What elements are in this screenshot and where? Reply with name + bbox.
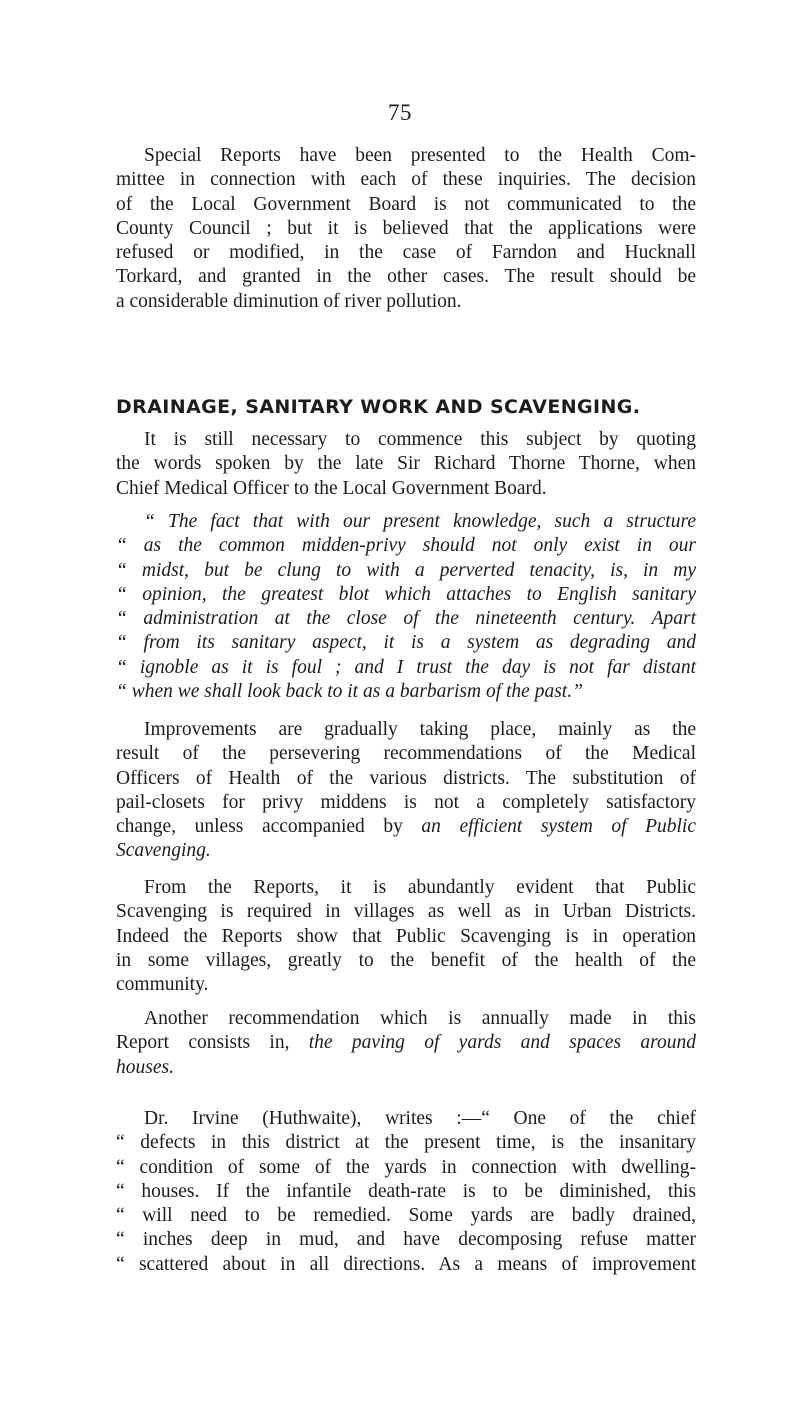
text-line: “ condition of some of the yards in connection with dwelling- (116, 1156, 696, 1178)
quote-line: “ midst, but be clung to with a perverted tenacity, is, in my (116, 559, 696, 581)
section-heading: DRAINAGE, SANITARY WORK AND SCAVENGING. (116, 396, 641, 418)
quote-line: “ The fact that with our present knowledge, such a structure (144, 511, 696, 532)
emphasis-text: Scavenging. (116, 840, 211, 862)
paragraph-improvements (116, 718, 696, 864)
quote-line: “ administration at the close of the nineteenth century. Apart (116, 608, 696, 630)
text-line: a considerable diminution of river pollution. (116, 290, 462, 312)
emphasis-text: houses. (116, 1056, 174, 1078)
text-line: Special Reports have been presented to the Health Com- (144, 145, 696, 166)
text-line: “ scattered about in all directions. As a means of improvement (116, 1253, 696, 1275)
page-number: 75 (388, 100, 412, 125)
text-line (116, 1056, 696, 1080)
quote-line: “ ignoble as it is foul ; and I trust the day is not far distant (116, 656, 696, 678)
quote-line: “ opinion, the greatest blot which attaches to English sanitary (116, 583, 696, 605)
text-line: Scavenging is required in villages as well as in Urban Districts. (116, 901, 696, 923)
text-line: Dr. Irvine (Huthwaite), writes :—“ One of the chief (144, 1108, 696, 1129)
paragraph-irvine (116, 1107, 696, 1277)
text-line: Chief Medical Officer to the Local Government Board. (116, 477, 547, 499)
paragraph-intro-quote (116, 428, 696, 501)
quote-line: “ as the common midden-privy should not only exist in our (116, 535, 696, 557)
text-line: From the Reports, it is abundantly evident that Public (144, 877, 696, 898)
text-line: Torkard, and granted in the other cases. The result should be (116, 266, 696, 288)
text-line: “ houses. If the infantile death-rate is to be diminished, this (116, 1180, 696, 1202)
quote-line: “ when we shall look back to it as a barbarism of the past.” (116, 681, 583, 703)
emphasis-text: the paving of yards and spaces around (308, 1032, 697, 1054)
text-line: County Council ; but it is believed that the applications were (116, 217, 696, 239)
text-line: “ will need to be remedied. Some yards are badly drained, (116, 1205, 696, 1227)
quotation-thorne (116, 510, 696, 704)
text-line: mittee in connection with each of these inquiries. The decision (116, 169, 696, 191)
text-line: community. (116, 974, 209, 996)
text-line-mixed (116, 815, 696, 839)
text-line: “ defects in this district at the present time, is the insanitary (116, 1132, 696, 1154)
text-segment: Report consists in, (116, 1032, 290, 1054)
text-line: the words spoken by the late Sir Richard Thorne Thorne, when (116, 453, 696, 475)
text-line: Improvements are gradually taking place, mainly as the (144, 719, 696, 740)
text-line (116, 839, 696, 863)
paragraph-public-scavenging (116, 876, 696, 997)
paragraph-paving (116, 1007, 696, 1080)
text-line: Another recommendation which is annually made in this (144, 1008, 696, 1029)
text-line: pail-closets for privy middens is not a completely satisfactory (116, 791, 696, 813)
text-line: result of the persevering recommendations of the Medical (116, 743, 696, 765)
text-line: Officers of Health of the various districts. The substitution of (116, 767, 696, 789)
text-line: “ inches deep in mud, and have decomposing refuse matter (116, 1229, 696, 1251)
text-line: It is still necessary to commence this subject by quoting (144, 429, 696, 450)
text-segment: change, unless accompanied by (116, 816, 403, 838)
paragraph-special-reports (116, 144, 696, 314)
text-line: refused or modified, in the case of Farndon and Hucknall (116, 242, 696, 264)
emphasis-text: an efficient system of Public (421, 816, 696, 838)
text-line-mixed (116, 1031, 696, 1055)
text-line: Indeed the Reports show that Public Scavenging is in operation (116, 925, 696, 947)
quote-line: “ from its sanitary aspect, it is a system as degrading and (116, 632, 696, 654)
text-line: of the Local Government Board is not communicated to the (116, 193, 696, 215)
text-line: in some villages, greatly to the benefit of the health of the (116, 949, 696, 971)
